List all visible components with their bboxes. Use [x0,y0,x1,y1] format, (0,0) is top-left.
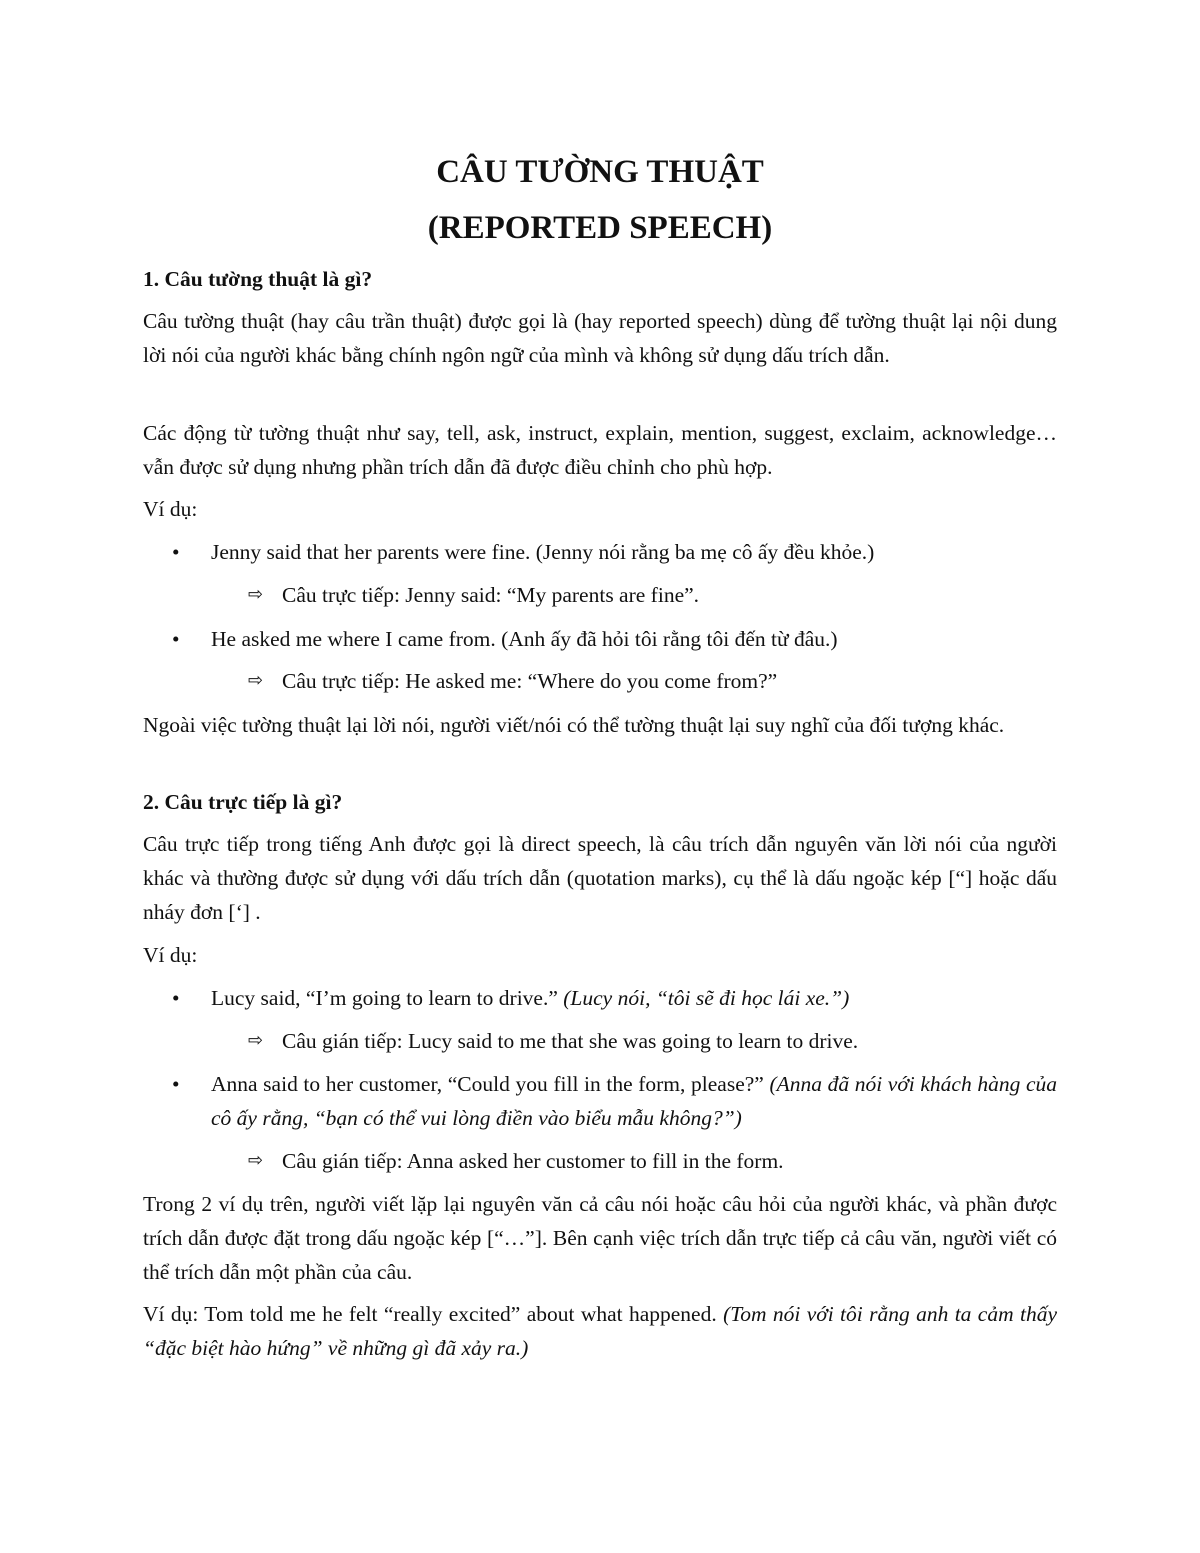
paragraph-main: Ví dụ: Tom told me he felt “really excited” about what happened. [143,1302,724,1326]
list-item-text: He asked me where I came from. (Anh ấy đã hỏi tôi rằng tôi đến từ đâu.) [211,627,838,651]
bullet-icon: • [172,627,180,651]
list-item-main: Anna said to her customer, “Could you fill in the form, please?” [211,1072,770,1096]
bullet-icon: • [172,986,180,1010]
bullet-icon: • [172,540,180,564]
list-item-text [211,1067,1057,1135]
list-item-main: Lucy said, “I’m going to learn to drive.” [211,986,564,1010]
section-2-example-label: Ví dụ: [143,943,198,967]
section-1-paragraph-1: Câu tường thuật (hay câu trần thuật) được gọi là (hay reported speech) dùng để tường thuật lại nội dung lời nói của người khác bằng chính ngôn ngữ của mình và không sử dụng dấu trích dẫn. [143,309,1057,367]
section-2-paragraph-1: Câu trực tiếp trong tiếng Anh được gọi là direct speech, là câu trích dẫn nguyên văn lời nói của người khác và thường được sử dụng với dấu trích dẫn (quotation marks), cụ thể là dấu ngoặc kép [“] hoặc dấu nháy đơn [‘] . [143,832,1057,924]
list-item-translation: (Lucy nói, “tôi sẽ đi học lái xe.”) [563,986,850,1010]
list-item-text: Jenny said that her parents were fine. (Jenny nói rằng ba mẹ cô ấy đều khỏe.) [211,540,875,564]
section-2-paragraph-2: Trong 2 ví dụ trên, người viết lặp lại nguyên văn cả câu nói hoặc câu hỏi của người khác, và phần được trích dẫn được đặt trong dấu ngoặc kép [“…”]. Bên cạnh việc trích dẫn trực tiếp cả câu văn, người viết có thể trích dẫn một phần của câu. [143,1192,1057,1284]
list-item-text [211,981,1057,1015]
document-title: CÂU TƯỜNG THUẬT [436,154,764,190]
arrow-item-text: Câu trực tiếp: He asked me: “Where do you come from?” [282,669,778,693]
right-arrow-icon: ⇨ [248,670,264,691]
document-subtitle: (REPORTED SPEECH) [427,210,773,246]
section-1-heading: 1. Câu tường thuật là gì? [143,267,373,291]
section-2-paragraph-3 [143,1297,1057,1365]
arrow-item-text: Câu trực tiếp: Jenny said: “My parents are fine”. [282,583,700,607]
arrow-item-text: Câu gián tiếp: Lucy said to me that she was going to learn to drive. [282,1029,859,1053]
arrow-item-text: Câu gián tiếp: Anna asked her customer to fill in the form. [282,1149,784,1173]
right-arrow-icon: ⇨ [248,1150,264,1171]
paragraph-translation: (Tom nói với tôi rằng anh ta cảm thấy “đặc biệt hào hứng” về những gì đã xảy ra.) [143,1302,1057,1360]
section-1-paragraph-3: Ngoài việc tường thuật lại lời nói, người viết/nói có thể tường thuật lại suy nghĩ của đối tượng khác. [143,713,1005,737]
right-arrow-icon: ⇨ [248,1030,264,1051]
section-1-paragraph-2: Các động từ tường thuật như say, tell, ask, instruct, explain, mention, suggest, exclaim, acknowledge… vẫn được sử dụng nhưng phần trích dẫn đã được điều chỉnh cho phù hợp. [143,421,1057,479]
section-2-heading: 2. Câu trực tiếp là gì? [143,790,343,814]
right-arrow-icon: ⇨ [248,584,264,605]
list-item-translation: (Anna đã nói với khách hàng của cô ấy rằng, “bạn có thể vui lòng điền vào biểu mẫu không?”) [211,1072,1057,1130]
section-1-example-label: Ví dụ: [143,497,198,521]
bullet-icon: • [172,1072,180,1096]
